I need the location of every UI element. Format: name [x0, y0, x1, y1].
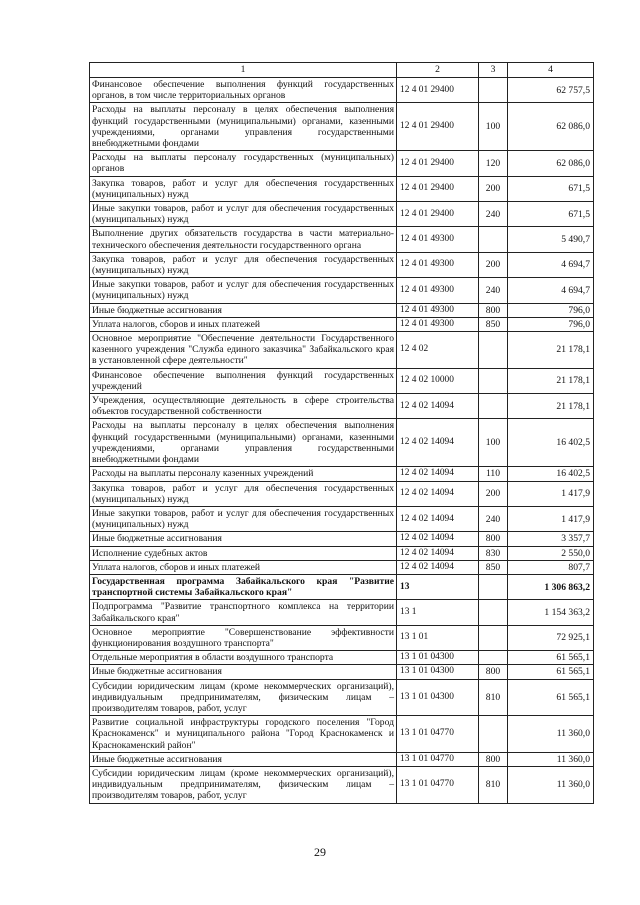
code-cell: 12 4 01 49300	[397, 303, 479, 317]
description-cell: Иные бюджетные ассигнования	[90, 752, 397, 766]
description-cell: Расходы на выплаты персоналу в целях обеспечения выполнения функций государственными (муниципальными) органами, казенными учреждениями, органами управления государственными внебюджетными фондами	[90, 103, 397, 151]
description-cell: Финансовое обеспечение выполнения функций государственных учреждений	[90, 368, 397, 393]
table-row	[90, 317, 594, 331]
type-cell: 810	[479, 679, 508, 716]
code-cell: 13 1 01 04770	[397, 752, 479, 766]
code-cell: 13 1 01 04300	[397, 679, 479, 716]
sum-cell: 5 490,7	[508, 227, 594, 252]
description-cell: Развитие социальной инфраструктуры городского поселения "Город Краснокаменск" и муниципального района "Город Краснокаменск и Краснокаменский район"	[90, 716, 397, 753]
sum-cell: 1 417,9	[508, 481, 594, 506]
code-cell: 13 1	[397, 600, 479, 625]
code-cell: 12 4 02 10000	[397, 368, 479, 393]
table-row	[90, 532, 594, 546]
code-cell: 12 4 01 49300	[397, 252, 479, 277]
type-cell: 200	[479, 176, 508, 201]
sum-cell: 61 565,1	[508, 679, 594, 716]
table-row	[90, 467, 594, 481]
description-cell: Исполнение судебных актов	[90, 546, 397, 560]
description-cell: Закупка товаров, работ и услуг для обеспечения государственных (муниципальных) нужд	[90, 252, 397, 277]
table-row	[90, 752, 594, 766]
sum-cell: 4 694,7	[508, 278, 594, 303]
sum-cell: 16 402,5	[508, 467, 594, 481]
header-col-3: 3	[479, 63, 508, 78]
table-row	[90, 679, 594, 716]
code-cell: 13	[397, 574, 479, 599]
table-row	[90, 176, 594, 201]
code-cell: 13 1 01 04300	[397, 665, 479, 679]
sum-cell: 62 086,0	[508, 151, 594, 176]
type-cell: 800	[479, 532, 508, 546]
type-cell: 850	[479, 560, 508, 574]
sum-cell: 62 757,5	[508, 78, 594, 103]
sum-cell: 671,5	[508, 202, 594, 227]
sum-cell: 61 565,1	[508, 651, 594, 665]
code-cell: 12 4 01 29400	[397, 176, 479, 201]
type-cell	[479, 332, 508, 369]
table-row	[90, 600, 594, 625]
code-cell: 12 4 01 49300	[397, 227, 479, 252]
table-row	[90, 419, 594, 467]
code-cell: 12 4 02 14094	[397, 532, 479, 546]
table-row	[90, 368, 594, 393]
table-row	[90, 665, 594, 679]
type-cell: 240	[479, 506, 508, 531]
description-cell: Государственная программа Забайкальского края "Развитие транспортной системы Забайкальского края"	[90, 574, 397, 599]
header-row	[90, 63, 594, 78]
sum-cell: 21 178,1	[508, 332, 594, 369]
table-row	[90, 766, 594, 803]
sum-cell: 16 402,5	[508, 419, 594, 467]
sum-cell: 3 357,7	[508, 532, 594, 546]
table-row	[90, 151, 594, 176]
code-cell: 12 4 02 14094	[397, 467, 479, 481]
description-cell: Учреждения, осуществляющие деятельность в сфере строительства объектов государственной собственности	[90, 394, 397, 419]
type-cell	[479, 651, 508, 665]
code-cell: 12 4 01 29400	[397, 103, 479, 151]
code-cell: 12 4 02 14094	[397, 394, 479, 419]
type-cell: 850	[479, 317, 508, 331]
sum-cell: 1 154 363,2	[508, 600, 594, 625]
code-cell: 12 4 01 29400	[397, 151, 479, 176]
sum-cell: 4 694,7	[508, 252, 594, 277]
description-cell: Субсидии юридическим лицам (кроме некоммерческих организаций), индивидуальным предпринимателям, физическим лицам – производителям товаров, работ, услуг	[90, 766, 397, 803]
code-cell: 12 4 02 14094	[397, 546, 479, 560]
sum-cell: 1 417,9	[508, 506, 594, 531]
description-cell: Иные закупки товаров, работ и услуг для обеспечения государственных (муниципальных) нужд	[90, 506, 397, 531]
description-cell: Основное мероприятие "Обеспечение деятельности Государственного казенного учреждения "Служба единого заказчика" Забайкальского края в установленной сфере деятельности"	[90, 332, 397, 369]
type-cell	[479, 368, 508, 393]
code-cell: 12 4 02 14094	[397, 481, 479, 506]
description-cell: Расходы на выплаты персоналу государственных (муниципальных) органов	[90, 151, 397, 176]
code-cell: 12 4 01 29400	[397, 78, 479, 103]
description-cell: Выполнение других обязательств государства в части материально-технического обеспечения деятельности государственного органа	[90, 227, 397, 252]
table-row	[90, 78, 594, 103]
table-row	[90, 506, 594, 531]
description-cell: Иные закупки товаров, работ и услуг для обеспечения государственных (муниципальных) нужд	[90, 202, 397, 227]
description-cell: Подпрограмма "Развитие транспортного комплекса на территории Забайкальского края"	[90, 600, 397, 625]
type-cell: 240	[479, 202, 508, 227]
code-cell: 12 4 02 14094	[397, 419, 479, 467]
description-cell: Субсидии юридическим лицам (кроме некоммерческих организаций), индивидуальным предпринимателям, физическим лицам – производителям товаров, работ, услуг	[90, 679, 397, 716]
description-cell: Уплата налогов, сборов и иных платежей	[90, 560, 397, 574]
table-row	[90, 227, 594, 252]
type-cell: 110	[479, 467, 508, 481]
table-row	[90, 394, 594, 419]
type-cell	[479, 625, 508, 650]
code-cell: 12 4 02	[397, 332, 479, 369]
type-cell: 800	[479, 752, 508, 766]
table-row	[90, 252, 594, 277]
table-row	[90, 560, 594, 574]
sum-cell: 807,7	[508, 560, 594, 574]
sum-cell: 671,5	[508, 176, 594, 201]
description-cell: Отдельные мероприятия в области воздушного транспорта	[90, 651, 397, 665]
sum-cell: 1 306 863,2	[508, 574, 594, 599]
type-cell	[479, 227, 508, 252]
type-cell	[479, 716, 508, 753]
table-row	[90, 303, 594, 317]
description-cell: Расходы на выплаты персоналу в целях обеспечения выполнения функций государственными (муниципальными) органами, казенными учреждениями, органами управления государственными внебюджетными фондами	[90, 419, 397, 467]
type-cell	[479, 600, 508, 625]
description-cell: Иные бюджетные ассигнования	[90, 303, 397, 317]
description-cell: Основное мероприятие "Совершенствование эффективности функционирования воздушного транспорта"	[90, 625, 397, 650]
type-cell: 810	[479, 766, 508, 803]
type-cell	[479, 574, 508, 599]
table-row	[90, 481, 594, 506]
type-cell	[479, 394, 508, 419]
sum-cell: 21 178,1	[508, 394, 594, 419]
header-col-2: 2	[397, 63, 479, 78]
code-cell: 13 1 01	[397, 625, 479, 650]
code-cell: 12 4 01 49300	[397, 278, 479, 303]
sum-cell: 72 925,1	[508, 625, 594, 650]
table-row	[90, 716, 594, 753]
code-cell: 13 1 01 04300	[397, 651, 479, 665]
sum-cell: 62 086,0	[508, 103, 594, 151]
page-number: 29	[314, 845, 326, 859]
type-cell: 120	[479, 151, 508, 176]
type-cell: 200	[479, 252, 508, 277]
description-cell: Иные бюджетные ассигнования	[90, 532, 397, 546]
table-row	[90, 278, 594, 303]
sum-cell: 11 360,0	[508, 766, 594, 803]
code-cell: 12 4 01 49300	[397, 317, 479, 331]
type-cell	[479, 78, 508, 103]
sum-cell: 11 360,0	[508, 752, 594, 766]
sum-cell: 61 565,1	[508, 665, 594, 679]
description-cell: Закупка товаров, работ и услуг для обеспечения государственных (муниципальных) нужд	[90, 176, 397, 201]
description-cell: Закупка товаров, работ и услуг для обеспечения государственных (муниципальных) нужд	[90, 481, 397, 506]
type-cell: 100	[479, 419, 508, 467]
description-cell: Уплата налогов, сборов и иных платежей	[90, 317, 397, 331]
type-cell: 800	[479, 303, 508, 317]
sum-cell: 796,0	[508, 303, 594, 317]
code-cell: 12 4 01 29400	[397, 202, 479, 227]
code-cell: 13 1 01 04770	[397, 716, 479, 753]
table-row	[90, 574, 594, 599]
description-cell: Иные закупки товаров, работ и услуг для обеспечения государственных (муниципальных) нужд	[90, 278, 397, 303]
table-row	[90, 332, 594, 369]
sum-cell: 2 550,0	[508, 546, 594, 560]
type-cell: 830	[479, 546, 508, 560]
type-cell: 100	[479, 103, 508, 151]
type-cell: 240	[479, 278, 508, 303]
code-cell: 13 1 01 04770	[397, 766, 479, 803]
sum-cell: 796,0	[508, 317, 594, 331]
table-row	[90, 651, 594, 665]
header-col-1: 1	[90, 63, 397, 78]
table-row	[90, 625, 594, 650]
table-row	[90, 103, 594, 151]
type-cell: 200	[479, 481, 508, 506]
sum-cell: 11 360,0	[508, 716, 594, 753]
table-row	[90, 202, 594, 227]
type-cell: 800	[479, 665, 508, 679]
description-cell: Финансовое обеспечение выполнения функций государственных органов, в том числе территориальных органов	[90, 78, 397, 103]
code-cell: 12 4 02 14094	[397, 506, 479, 531]
description-cell: Иные бюджетные ассигнования	[90, 665, 397, 679]
code-cell: 12 4 02 14094	[397, 560, 479, 574]
description-cell: Расходы на выплаты персоналу казенных учреждений	[90, 467, 397, 481]
sum-cell: 21 178,1	[508, 368, 594, 393]
header-col-4: 4	[508, 63, 594, 78]
budget-table	[89, 62, 594, 804]
table-row	[90, 546, 594, 560]
